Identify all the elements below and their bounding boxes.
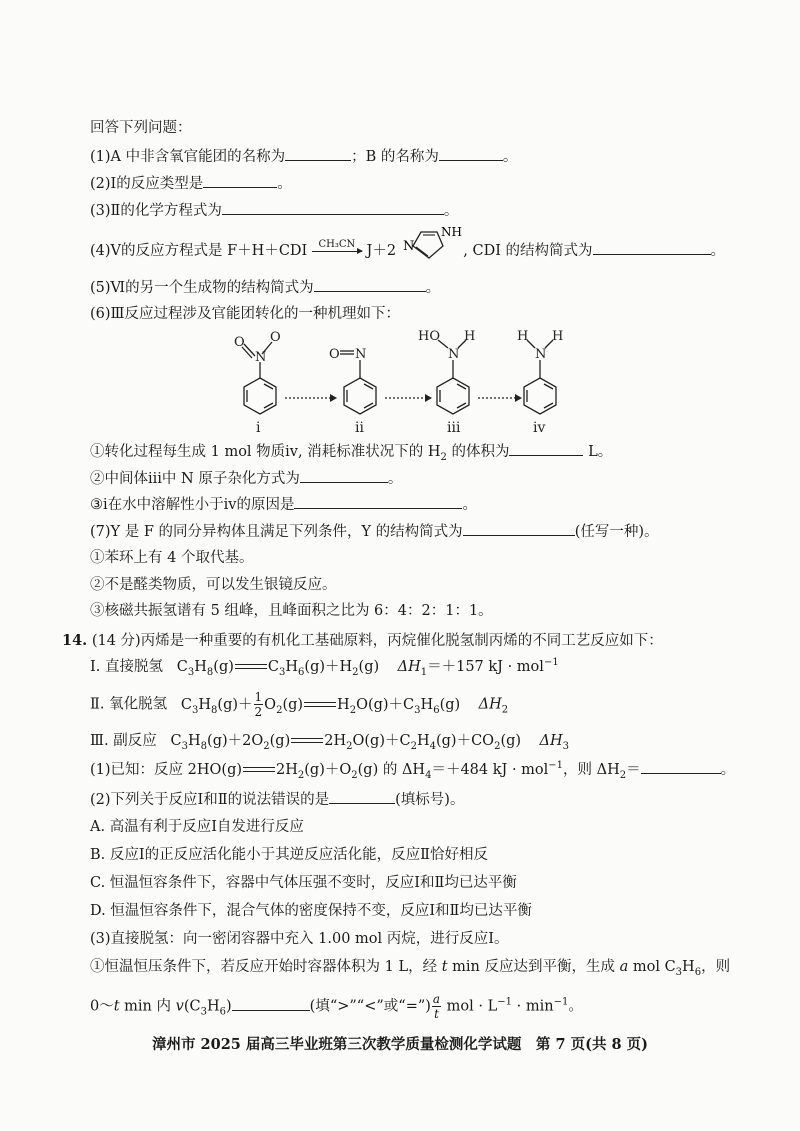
intro-text: 回答下列问题： [90,120,192,136]
answer-blank[interactable] [439,146,503,161]
reaction-1: Ⅰ. 直接脱氢 $C_3H_8(g)$ $C_3H_6(g)+H_2(g)$ $\Delta H_1=+157$ kJ · mol$^{-1}$ [90,657,559,678]
atom-n: N [255,350,267,365]
question-6-3: ③ⅰ在水中溶解性小于ⅳ的原因是 。 [90,494,477,515]
reaction-3: Ⅲ. 副反应 $C_3H_8(g)+2O_2(g)$ $2H_2O(g)+C_2H_4(g)+CO_2(g)$ $\Delta H_3$ [90,733,569,752]
mech-label-i: ⅰ [256,420,261,436]
reaction-2: Ⅱ. 氧化脱氢 $C_3H_8(g)+$ $\frac{1}{2}$ $O_2(g)$ $H_2O(g)+C_3H_6(g)$ $\Delta H_2$ [90,690,509,719]
question-7-cond-3: ③核磁共振氢谱有 5 组峰，且峰面积之比为 6：4：2：1：1。 [90,603,493,619]
question-14-3-1: ①恒温恒压条件下，若反应开始时容器体积为 1 L，经 t min 反应达到平衡，生成 a mol $C_3H_6$，则 [90,959,731,978]
question-7-cond-1: ①苯环上有 4 个取代基。 [90,550,254,566]
answer-blank[interactable] [314,277,426,292]
imidazole-structure [401,225,462,266]
option-c: C. 恒温恒容条件下，容器中气体压强不变时，反应Ⅰ和Ⅱ均已达平衡 [90,875,517,891]
option-b: B. 反应Ⅰ的正反应活化能小于其逆反应活化能，反应Ⅱ恰好相反 [90,847,488,863]
answer-blank[interactable] [329,789,395,804]
mech-label-ii: ⅱ [355,420,364,436]
question-14-3: (3)直接脱氢：向一密闭容器中充入 1.00 mol 丙烷，进行反应Ⅰ。 [90,931,509,947]
answer-blank[interactable] [300,468,388,483]
answer-blank[interactable] [509,441,583,456]
answer-blank[interactable] [222,200,444,215]
atom-n: N [355,347,367,362]
answer-blank[interactable] [593,240,711,255]
option-d: D. 恒温恒容条件下，混合气体的密度保持不变，反应Ⅰ和Ⅱ均已达平衡 [90,903,532,919]
atom-n: N [535,347,547,362]
question-7: (7)Y 是 F 的同分异构体且满足下列条件，Y 的结构简式为 (任写一种)。 [90,521,659,542]
page-footer: 漳州市 2025 届高三毕业班第三次教学质量检测化学试题 第 7 页(共 8 页) [151,1036,649,1053]
atom-h: H [552,329,564,344]
question-2: (2)Ⅰ的反应类型是 。 [90,173,292,194]
mech-label-iv: ⅳ [533,420,546,436]
question-number: 14. [62,632,88,649]
question-6-1: ①转化过程每生成 1 mol 物质ⅳ, 消耗标准状况下的 $H_2$ 的体积为 L。 [90,441,612,462]
atom-h: H [517,329,529,344]
reaction-arrow: CH₃CN [312,239,362,252]
atom-o: O [270,330,281,345]
answer-blank[interactable] [232,996,310,1011]
atom-o: O [234,335,245,350]
atom-o: O [329,347,340,362]
imidazole-n-label: N [402,239,415,254]
question-6: (6)Ⅲ反应过程涉及官能团转化的一种机理如下： [90,306,401,322]
question-3: (3)Ⅱ的化学方程式为 。 [90,200,458,221]
answer-blank[interactable] [294,494,462,509]
atom-h: H [464,329,476,344]
mech-label-iii: ⅲ [447,420,461,436]
answer-blank[interactable] [463,521,575,536]
question-6-2: ②中间体ⅲ中 N 原子杂化方式为 。 [90,468,402,489]
answer-blank[interactable] [641,759,721,774]
question-14-intro: 14. (14 分)丙烯是一种重要的有机化工基础原料，丙烷催化脱氢制丙烯的不同工艺反应如下： [62,632,663,649]
atom-n: N [448,347,460,362]
option-a: A. 高温有利于反应Ⅰ自发进行反应 [90,819,304,835]
question-14-1: (1)已知：反应 2HO(g) $2H_2(g)+O_2(g)$ 的 $\Delta H_4=+484$ kJ · mol$^{-1}$，则 $\Delta H_2=$ 。 [90,760,736,781]
imidazole-nh-label: NH [440,225,462,239]
atom-ho: HO [418,329,440,344]
question-7-cond-2: ②不是醛类物质，可以发生银镜反应。 [90,577,337,593]
mechanism-scheme [0,320,800,435]
answer-blank[interactable] [285,146,351,161]
answer-blank[interactable] [203,173,277,188]
question-14-3-2: 0～t min 内 $v(C_3H_6)$ (填“>”“<”或“=”) $\frac{a}{t}$ mol · $L^{-1} \cdot \min^{-1}$。 [90,992,583,1021]
question-4: (4)Ⅴ的反应方程式是 F＋H＋CDI CH₃CN J＋2 N NH , CDI 的结构简式为 。 [90,236,725,266]
question-14-2: (2)下列关于反应Ⅰ和Ⅱ的说法错误的是 (填标号)。 [90,789,464,810]
question-1: (1)A 中非含氧官能团的名称为 ；B 的名称为 。 [90,146,517,167]
question-5: (5)Ⅵ的另一个生成物的结构简式为 。 [90,277,440,298]
